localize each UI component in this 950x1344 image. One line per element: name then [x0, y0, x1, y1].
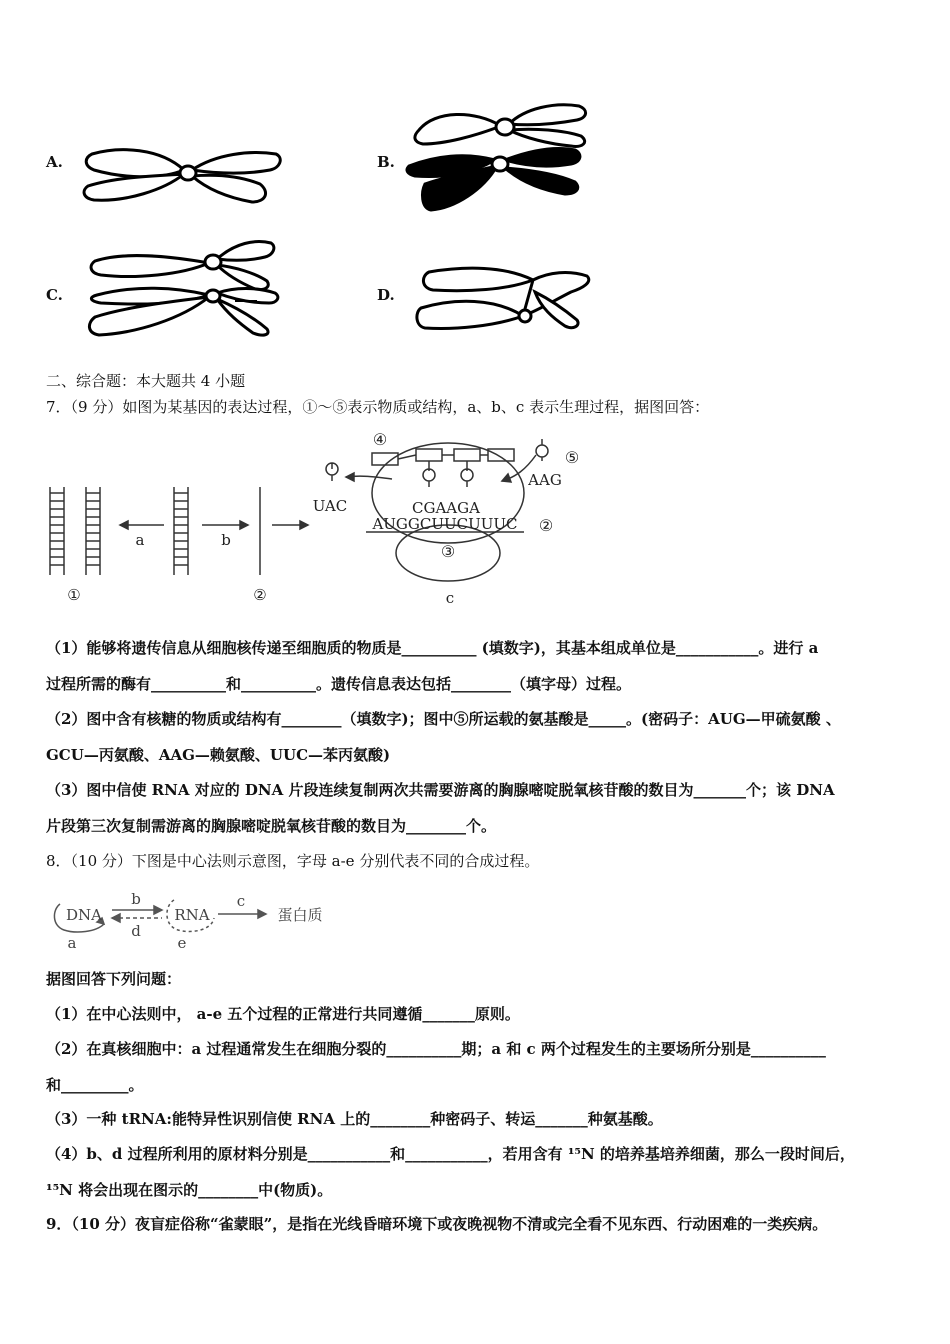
central-dogma-diagram [46, 880, 346, 952]
chromosome-figure-d [415, 262, 595, 334]
q8-part4-line2: ¹⁵N 将会出现在图示的________中(物质)。 [46, 1181, 333, 1199]
q8-rna: RNA [174, 906, 210, 924]
q8-stem: 8．（10 分）下图是中心法则示意图，字母 a-e 分别代表不同的合成过程。 [46, 852, 540, 870]
q7-label-a: a [135, 531, 145, 549]
q7-label-4: ④ [372, 430, 388, 449]
q8-part3: （3）一种 tRNA:能特异性识别信使 RNA 上的________种密码子、转运_______种氨基酸。 [46, 1110, 663, 1128]
q7-uac: UAC [312, 497, 348, 515]
q7-part2-line1: （2）图中含有核糖的物质或结构有________（填数字)；图中⑤所运载的氨基酸是_____。(密码子：AUG—甲硫氨酸 、 [46, 710, 841, 728]
q7-part1-line1: （1）能够将遗传信息从细胞核传递至细胞质的物质是__________ (填数字)，其基本组成单位是___________。进行 a [46, 639, 819, 657]
q8-label-a: a [67, 934, 77, 952]
q8-part2-line2: 和_________。 [46, 1076, 144, 1094]
q8-protein: 蛋白质 [277, 906, 323, 924]
q7-mrna: AUGGCUUCUUUC [372, 515, 518, 533]
q8-part4-line1: （4）b、d 过程所利用的原材料分别是___________和___________，若用含有 ¹⁵N 的培养基培养细菌，那么一段时间后， [46, 1145, 855, 1163]
option-d-label: D. [377, 286, 395, 304]
q8-label-d: d [131, 922, 141, 940]
q7-label-3: ③ [440, 542, 456, 561]
q8-part2-line1: （2）在真核细胞中：a 过程通常发生在细胞分裂的__________期；a 和 c 两个过程发生的主要场所分别是__________ [46, 1040, 826, 1058]
q8-label-b: b [131, 890, 141, 908]
q7-label-2-mrna: ② [538, 516, 554, 535]
q7-label-1: ① [67, 586, 81, 604]
q8-dna: DNA [66, 906, 102, 924]
q7-label-2: ② [253, 586, 267, 604]
q7-label-c: c [445, 589, 455, 607]
q7-part1-line2: 过程所需的酶有__________和__________。遗传信息表达包括________（填字母）过程。 [46, 675, 632, 693]
q7-label-5: ⑤ [564, 448, 580, 467]
q8-label-e: e [177, 934, 187, 952]
q9-stem: 9．（10 分）夜盲症俗称“雀蒙眼”，是指在光线昏暗环境下或夜晚视物不清或完全看不见东西、行动困难的一类疾病。 [46, 1215, 828, 1233]
q7-aag: AAG [528, 471, 562, 489]
option-b-label: B. [377, 153, 395, 171]
q7-part3-line2: 片段第三次复制需游离的胸腺嘧啶脱氧核苷酸的数目为________个。 [46, 817, 497, 835]
q7-part2-line2: GCU—丙氨酸、AAG—赖氨酸、UUC—苯丙氨酸) [46, 746, 391, 764]
gene-expression-diagram [40, 425, 600, 610]
chromosome-figure-a [80, 140, 285, 210]
q7-stem: 7．（9 分）如图为某基因的表达过程，①～⑤表示物质或结构，a、b、c 表示生理过程，据图回答： [46, 398, 710, 416]
section-title: 二、综合题：本大题共 4 小题 [46, 372, 246, 390]
option-c-label: C. [46, 286, 63, 304]
q8-part1: （1）在中心法则中， a-e 五个过程的正常进行共同遵循_______原则。 [46, 1005, 520, 1023]
q7-label-b: b [221, 531, 231, 549]
q7-part3-line1: （3）图中信使 RNA 对应的 DNA 片段连续复制两次共需要游离的胸腺嘧啶脱氧核苷酸的数目为_______个；该 DNA [46, 781, 835, 799]
q7-cgaaga: CGAAGA [412, 499, 480, 517]
chromosome-figure-c [85, 235, 285, 340]
q8-intro: 据图回答下列问题： [46, 970, 182, 988]
chromosome-figure-b [405, 100, 590, 215]
q8-label-c: c [236, 892, 246, 910]
option-a-label: A. [46, 153, 63, 171]
